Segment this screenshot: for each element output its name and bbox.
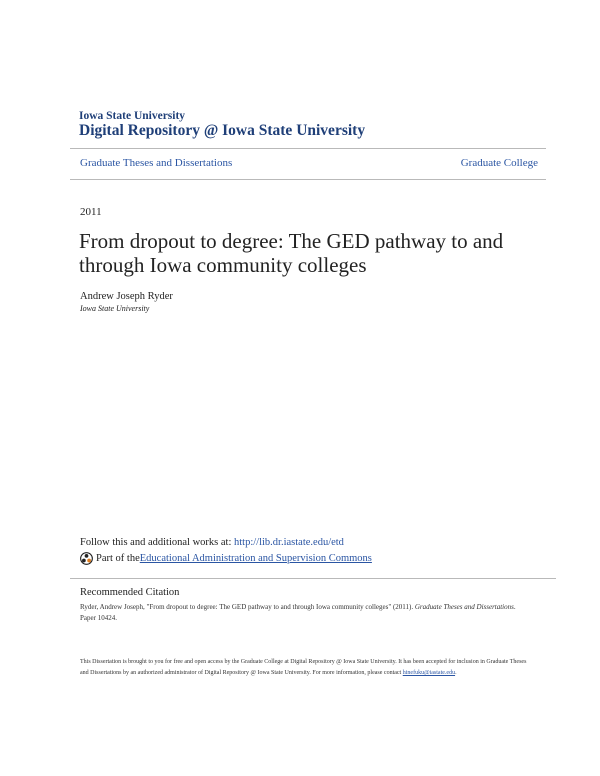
header-divider-top xyxy=(70,148,546,149)
recommended-citation-heading: Recommended Citation xyxy=(80,587,180,598)
header-divider-bottom xyxy=(70,179,546,180)
citation-divider xyxy=(70,578,556,579)
citation-series: Graduate Theses and Dissertations xyxy=(414,603,514,611)
citation-paper: . Paper 10424. xyxy=(80,603,516,622)
citation-text xyxy=(80,602,530,624)
part-of-label: Part of the xyxy=(96,553,140,564)
author-affiliation: Iowa State University xyxy=(80,304,150,313)
commons-network-icon xyxy=(80,552,93,565)
disclaimer-text xyxy=(80,657,530,679)
follow-line xyxy=(80,537,344,548)
author-name: Andrew Joseph Ryder xyxy=(80,291,173,302)
repository-name: Digital Repository @ Iowa State University xyxy=(79,122,366,139)
university-name: Iowa State University xyxy=(79,110,186,122)
commons-link[interactable]: Educational Administration and Supervision Commons xyxy=(139,553,372,564)
follow-label: Follow this and additional works at: xyxy=(80,537,234,548)
publication-year: 2011 xyxy=(80,206,102,218)
graduate-theses-link[interactable]: Graduate Theses and Dissertations xyxy=(80,157,233,169)
disclaimer-body: This Dissertation is brought to you for free and open access by the Graduate College at Digital Repository @ Iowa State University. It has been accepted for inclusion in Graduate Theses and Dissertations by an authorized administrator of Digital Repository @ Iowa State University. For more information, please contact xyxy=(80,659,527,676)
citation-body: Ryder, Andrew Joseph, "From dropout to degree: The GED pathway to and through Iowa community colleges" (2011). xyxy=(80,603,415,611)
graduate-college-link[interactable]: Graduate College xyxy=(460,157,538,169)
part-of-line xyxy=(80,552,372,565)
follow-url-link[interactable]: http://lib.dr.iastate.edu/etd xyxy=(234,537,344,548)
disclaimer-end: . xyxy=(455,670,457,676)
contact-email-link[interactable]: hinefuku@iastate.edu xyxy=(402,670,456,676)
document-title: From dropout to degree: The GED pathway to and through Iowa community colleges xyxy=(79,229,504,277)
